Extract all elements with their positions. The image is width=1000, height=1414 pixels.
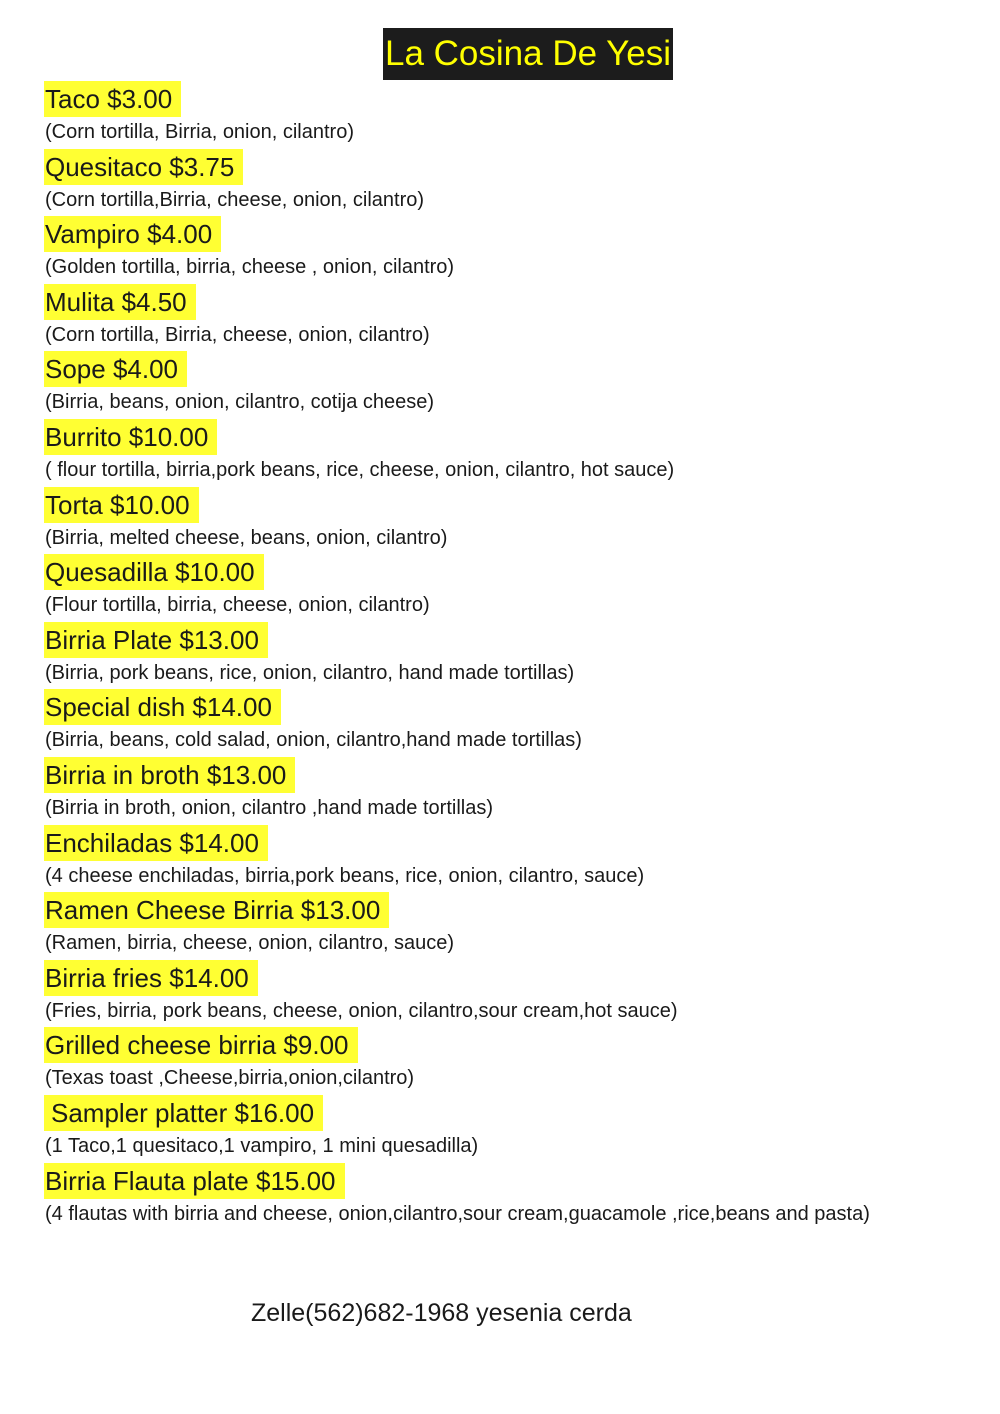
- menu-item-name: Birria fries $14.00: [44, 960, 258, 996]
- menu-item: [44, 487, 944, 555]
- menu-item: [44, 622, 944, 690]
- menu-item: [44, 351, 944, 419]
- menu-item-name: Torta $10.00: [44, 487, 199, 523]
- menu-item-name: Vampiro $4.00: [44, 216, 221, 252]
- menu-item-name: Enchiladas $14.00: [44, 825, 268, 861]
- menu-title: La Cosina De Yesi: [383, 28, 673, 80]
- menu-item-description: (Corn tortilla, Birria, cheese, onion, cilantro): [45, 323, 430, 346]
- menu-item: [44, 1163, 944, 1229]
- menu-item-name: Birria Plate $13.00: [44, 622, 268, 658]
- menu-item: [44, 284, 944, 352]
- menu-list: [44, 81, 944, 1229]
- menu-item-description: (Birria, beans, cold salad, onion, cilantro,hand made tortillas): [45, 729, 582, 752]
- menu-item-description: (Texas toast ,Cheese,birria,onion,cilantro): [45, 1067, 415, 1090]
- menu-item-name: Birria in broth $13.00: [44, 757, 295, 793]
- menu-item: [44, 1027, 944, 1095]
- menu-item-description: (4 cheese enchiladas, birria,pork beans, rice, onion, cilantro, sauce): [45, 864, 645, 887]
- menu-item-description: (1 Taco,1 quesitaco,1 vampiro, 1 mini quesadilla): [45, 1134, 479, 1157]
- menu-item: [44, 757, 944, 825]
- menu-item: [44, 149, 944, 217]
- menu-item-description: (Golden tortilla, birria, cheese , onion, cilantro): [45, 256, 455, 279]
- menu-item: [44, 216, 944, 284]
- menu-item: [44, 825, 944, 893]
- menu-item: [44, 419, 944, 487]
- menu-item-name: Sope $4.00: [44, 351, 187, 387]
- menu-item-name: Mulita $4.50: [44, 284, 196, 320]
- menu-item-name: Quesitaco $3.75: [44, 149, 243, 185]
- menu-item-description: (Birria in broth, onion, cilantro ,hand made tortillas): [45, 796, 493, 819]
- menu-item-name: Special dish $14.00: [44, 689, 281, 725]
- menu-item-description: (Flour tortilla, birria, cheese, onion, cilantro): [45, 594, 430, 617]
- menu-item: [44, 81, 944, 149]
- menu-item: [44, 1095, 944, 1163]
- menu-item: [44, 689, 944, 757]
- menu-item-description: (Birria, beans, onion, cilantro, cotija cheese): [45, 391, 435, 414]
- menu-item-name: Quesadilla $10.00: [44, 554, 264, 590]
- menu-item-name: Birria Flauta plate $15.00: [44, 1163, 345, 1199]
- menu-item-description: (4 flautas with birria and cheese, onion,cilantro,sour cream,guacamole ,rice,beans and pasta): [45, 1202, 870, 1225]
- menu-item-description: (Birria, melted cheese, beans, onion, cilantro): [45, 526, 448, 549]
- menu-item: [44, 960, 944, 1028]
- menu-item: [44, 554, 944, 622]
- menu-item-description: (Ramen, birria, cheese, onion, cilantro, sauce): [45, 932, 455, 955]
- menu-item-name: Ramen Cheese Birria $13.00: [44, 892, 389, 928]
- menu-item-name: Grilled cheese birria $9.00: [44, 1027, 358, 1063]
- menu-item-description: (Birria, pork beans, rice, onion, cilantro, hand made tortillas): [45, 661, 575, 684]
- menu-item: [44, 892, 944, 960]
- menu-item-description: (Corn tortilla,Birria, cheese, onion, cilantro): [45, 188, 425, 211]
- menu-item-name: Burrito $10.00: [44, 419, 217, 455]
- payment-info: Zelle(562)682-1968 yesenia cerda: [251, 1299, 632, 1327]
- menu-item-name: Sampler platter $16.00: [44, 1095, 323, 1131]
- menu-item-description: ( flour tortilla, birria,pork beans, rice, cheese, onion, cilantro, hot sauce): [45, 458, 675, 481]
- menu-item-description: (Fries, birria, pork beans, cheese, onion, cilantro,sour cream,hot sauce): [45, 999, 678, 1022]
- menu-item-description: (Corn tortilla, Birria, onion, cilantro): [45, 121, 354, 143]
- menu-item-name: Taco $3.00: [44, 81, 181, 117]
